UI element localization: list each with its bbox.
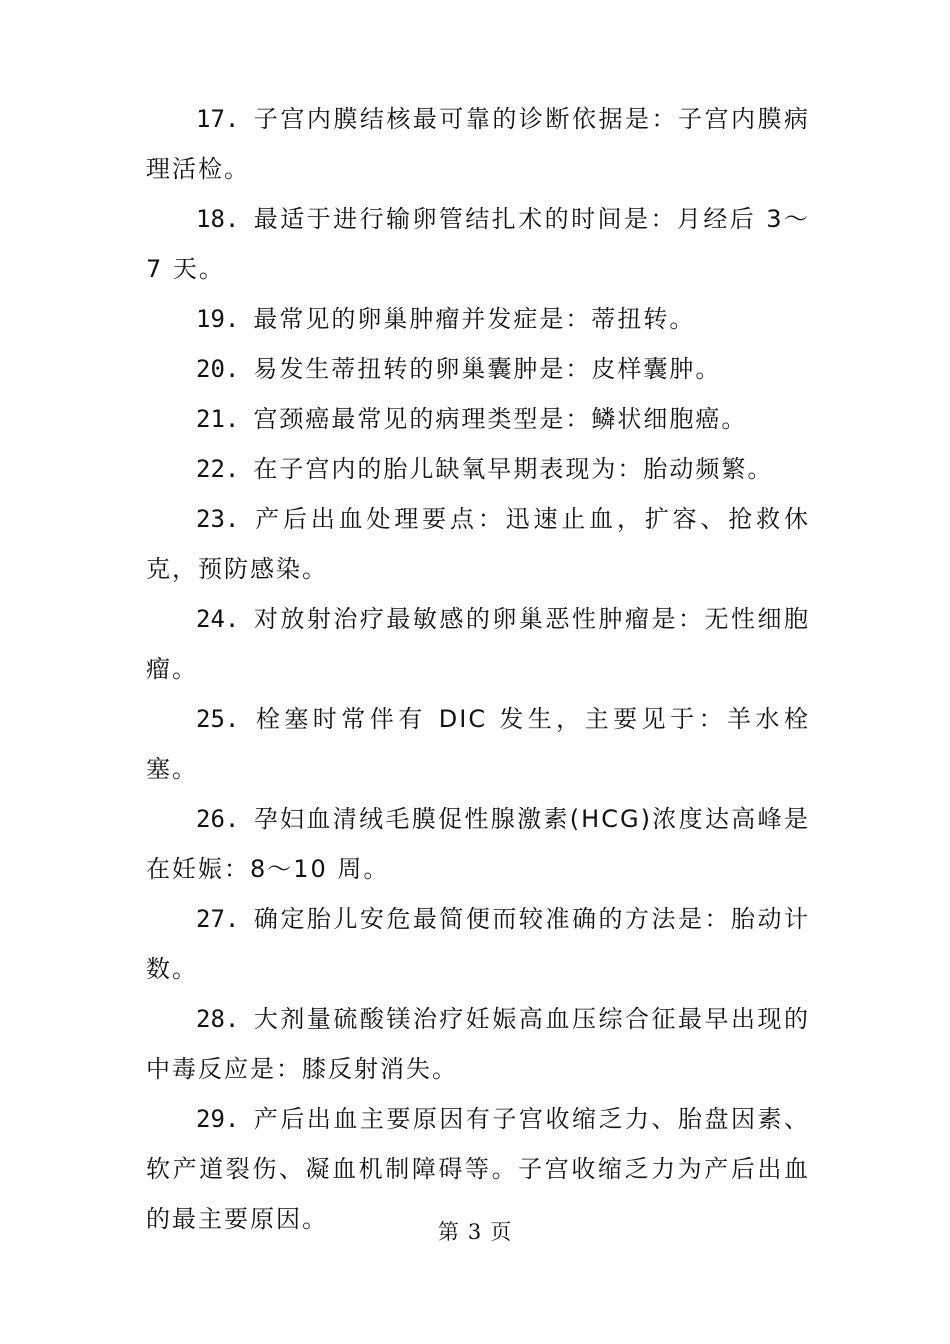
item-number: 29. (196, 1105, 240, 1133)
item-number: 28. (196, 1005, 240, 1033)
list-item (146, 444, 810, 494)
question-list (146, 94, 810, 1244)
item-number: 17. (196, 105, 240, 133)
list-item (146, 894, 810, 994)
item-text: 大剂量硫酸镁治疗妊娠高血压综合征最早出现的中毒反应是：膝反射消失。 (146, 1005, 810, 1083)
item-text: 对放射治疗最敏感的卵巢恶性肿瘤是：无性细胞瘤。 (146, 605, 810, 683)
item-number: 25. (196, 705, 240, 733)
list-item (146, 344, 810, 394)
list-item (146, 794, 810, 894)
item-text: 在子宫内的胎儿缺氧早期表现为：胎动频繁。 (253, 455, 774, 483)
list-item (146, 294, 810, 344)
item-text: 最常见的卵巢肿瘤并发症是：蒂扭转。 (253, 305, 696, 333)
footer-suffix: 页 (490, 1220, 513, 1244)
item-text: 确定胎儿安危最简便而较准确的方法是：胎动计数。 (146, 905, 810, 983)
item-number: 22. (196, 455, 240, 483)
list-item (146, 594, 810, 694)
item-text: 宫颈癌最常见的病理类型是：鳞状细胞癌。 (253, 405, 748, 433)
item-number: 27. (196, 905, 240, 933)
page-number: 3 (467, 1220, 483, 1244)
list-item (146, 94, 810, 194)
item-text: 最适于进行输卵管结扎术的时间是：月经后 3～7 天。 (146, 205, 810, 283)
list-item (146, 994, 810, 1094)
item-number: 24. (196, 605, 240, 633)
item-text: 易发生蒂扭转的卵巢囊肿是：皮样囊肿。 (253, 355, 722, 383)
footer-prefix: 第 (437, 1220, 460, 1244)
item-text: 栓塞时常伴有 DIC 发生，主要见于：羊水栓塞。 (146, 705, 810, 783)
item-number: 18. (196, 205, 240, 233)
item-text: 子宫内膜结核最可靠的诊断依据是：子宫内膜病理活检。 (146, 105, 810, 183)
page-footer (0, 1216, 950, 1246)
item-number: 26. (196, 805, 240, 833)
item-text: 产后出血主要原因有子宫收缩乏力、胎盘因素、软产道裂伤、凝血机制障碍等。子宫收缩乏力为产后出血的最主要原因。 (146, 1105, 810, 1233)
item-text: 产后出血处理要点：迅速止血，扩容、抢救休克，预防感染。 (146, 505, 810, 583)
list-item (146, 194, 810, 294)
item-number: 20. (196, 355, 240, 383)
list-item (146, 694, 810, 794)
item-number: 19. (196, 305, 240, 333)
item-number: 23. (196, 505, 240, 533)
item-text: 孕妇血清绒毛膜促性腺激素(HCG)浓度达高峰是在妊娠：8～10 周。 (146, 805, 810, 883)
item-number: 21. (196, 405, 240, 433)
list-item (146, 494, 810, 594)
list-item (146, 394, 810, 444)
